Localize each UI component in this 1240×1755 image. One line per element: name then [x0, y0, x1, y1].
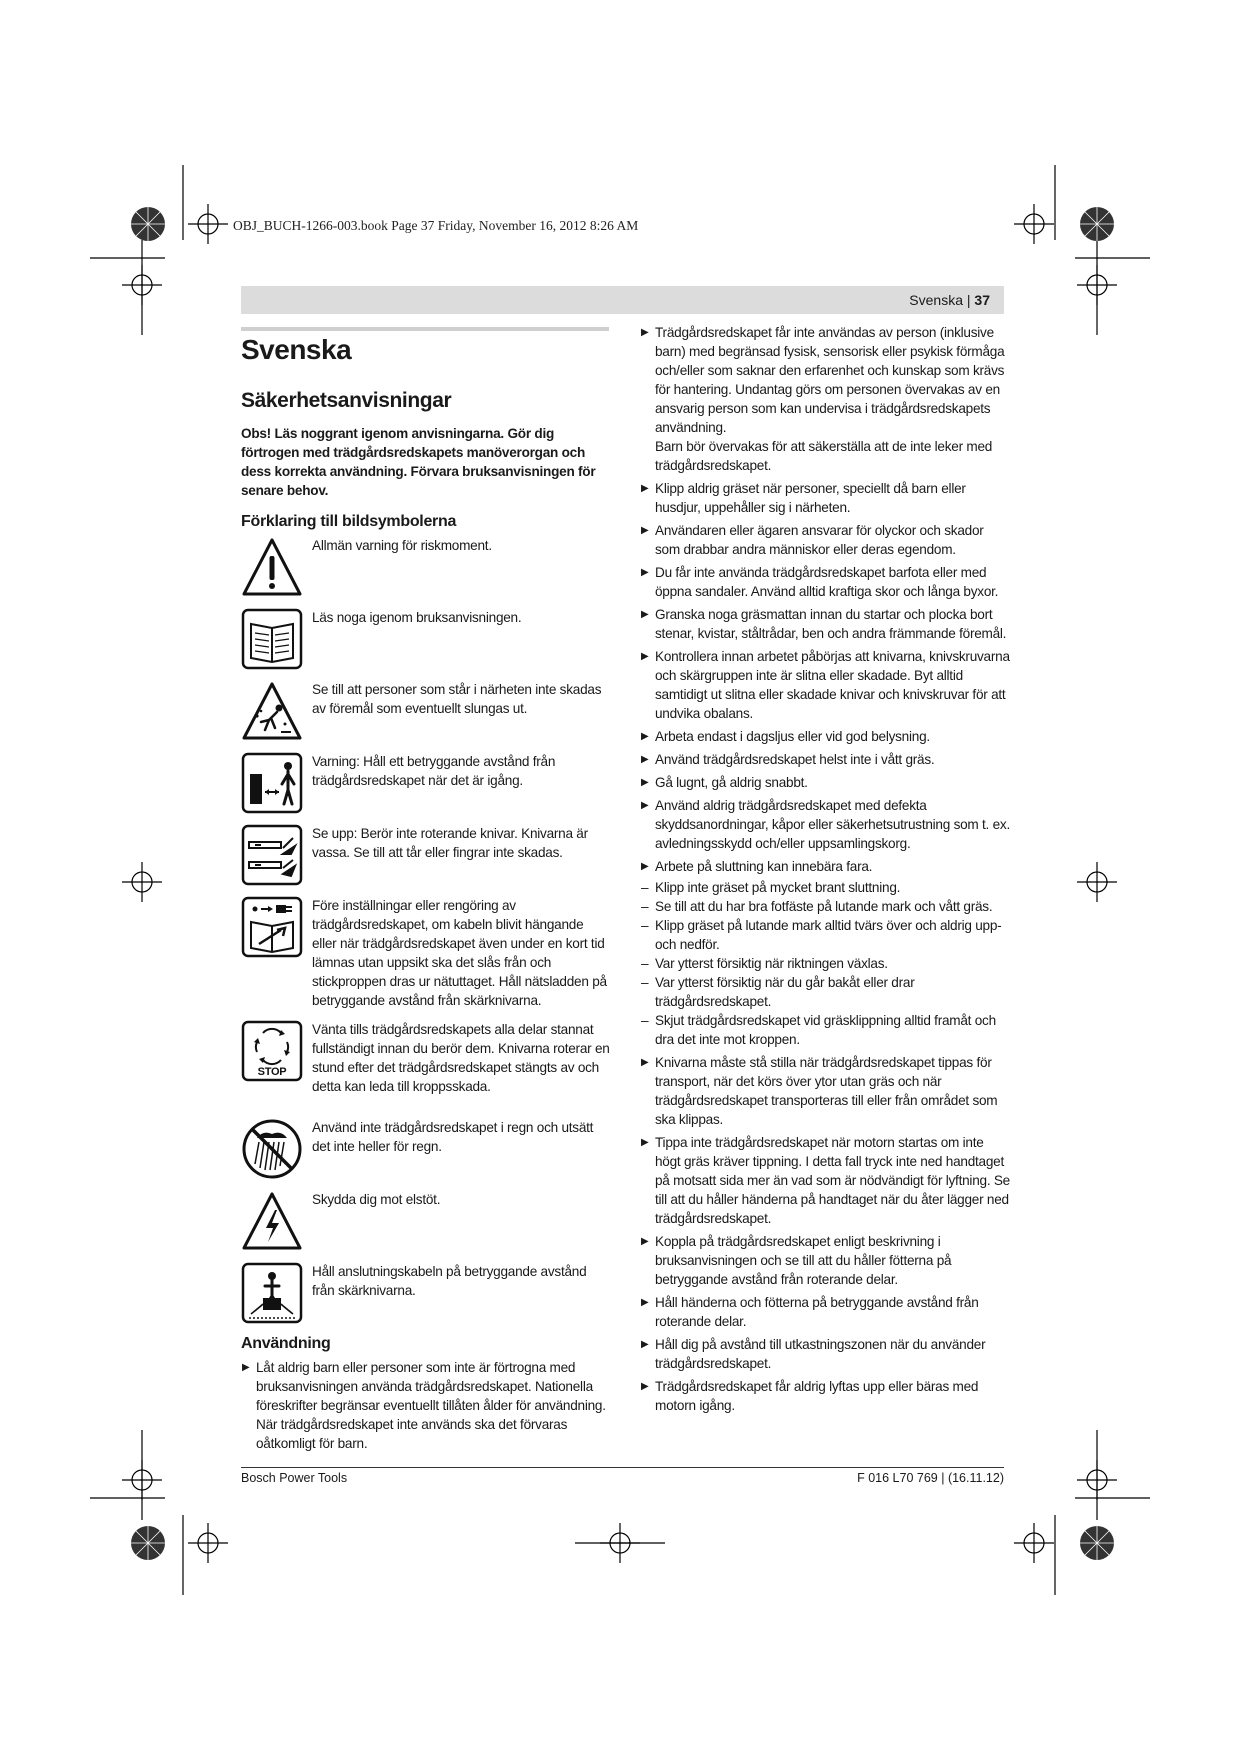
bullet-arrow-icon: ▶ — [641, 1339, 649, 1350]
stop-rotation-icon — [241, 1020, 303, 1082]
symbol-text: Allmän varning för riskmoment. — [312, 538, 492, 553]
list-item: ▶ Tippa inte trädgårdsredskapet när motorn startas om inte högt gräs kräver tippning. I detta fall tryck inte ned handtaget på motsatt sida mer än vad som är nödvändigt för lyftning. Se till att du håller händerna på handtaget när du åter lägger ned trädgårdsredskapet. — [641, 1135, 1010, 1226]
list-item: ▶ Koppla på trädgårdsredskapet enligt beskrivning i bruksanvisningen och se till att du håller fötterna på betryggande avstånd från roterande delar. — [641, 1234, 952, 1287]
symbol-row — [241, 1020, 611, 1108]
symbol-row — [241, 896, 611, 1010]
right-column — [640, 323, 1010, 1419]
symbol-text: Före inställningar eller rengöring av trädgårdsredskapet, om kabeln blivit hängande eller när trädgårdsredskapet även under en kort tid lämnas utan uppsikt ska det slås från och stickproppen dras ur nätuttaget. Håll nätsladden på betryggande avstånd från skärknivarna. — [312, 898, 607, 1008]
cable-distance-icon — [241, 1262, 303, 1324]
dash-item: – Var ytterst försiktig när du går bakåt eller drar trädgårdsredskapet. — [641, 975, 915, 1009]
symbol-text: Använd inte trädgårdsredskapet i regn och utsätt det inte heller för regn. — [312, 1120, 594, 1154]
list-item: ▶ Kontrollera innan arbetet påbörjas att knivarna, knivskruvarna och skärgruppen inte är slitna eller skadade. Byt alltid samtidigt ut slitna eller skadade knivar och knivskruvar för att undvika obalans. — [641, 649, 1010, 721]
symbol-text: Varning: Håll ett betryggande avstånd från trädgårdsredskapet när det är igång. — [312, 754, 556, 788]
bullet-arrow-icon: ▶ — [641, 777, 649, 788]
section-title: Säkerhetsanvisningar — [241, 389, 452, 412]
section-label: Svenska — [909, 292, 963, 308]
symbol-text: Vänta tills trädgårdsredskapets alla delar stannat fullständigt innan du berör dem. Knivarna roterar en stund efter det trädgårdsredskapet stängts av och detta kan leda till kroppsskada. — [312, 1022, 610, 1094]
bullet-arrow-icon: ▶ — [641, 327, 649, 338]
page-header-bar — [241, 286, 1004, 314]
symbol-text: Skydda dig mot elstöt. — [312, 1192, 441, 1207]
bullet-arrow-icon: ▶ — [641, 1297, 649, 1308]
list-item: ▶ Håll dig på avstånd till utkastningszonen när du använder trädgårdsredskapet. — [641, 1337, 986, 1371]
usage-list — [241, 1358, 611, 1453]
list-item: ▶ Användaren eller ägaren ansvarar för olyckor och skador som drabbar andra människor eller deras egendom. — [641, 523, 984, 557]
list-item: ▶ Trädgårdsredskapet får aldrig lyftas upp eller bäras med motorn igång. — [641, 1379, 979, 1413]
unplug-icon — [241, 896, 303, 958]
footer-brand: Bosch Power Tools — [241, 1471, 348, 1485]
bullet-arrow-icon: ▶ — [641, 1381, 649, 1392]
symbol-text: Läs noga igenom bruksanvisningen. — [312, 610, 522, 625]
usage-heading: Användning — [241, 1335, 331, 1352]
thrown-objects-icon — [241, 680, 303, 742]
symbol-row — [241, 1118, 611, 1180]
list-item: ▶ Granska noga gräsmattan innan du startar och plocka bort stenar, kvistar, ståltrådar, ben och andra främmande föremål. — [641, 607, 1007, 641]
bullet-arrow-icon: ▶ — [641, 525, 649, 536]
list-item: ▶ Du får inte använda trädgårdsredskapet barfota eller med öppna sandaler. Använd alltid kraftiga skor och långa byxor. — [641, 565, 999, 599]
bullet-arrow-icon: ▶ — [641, 1137, 649, 1148]
symbol-row — [241, 824, 611, 886]
symbol-text: Håll anslutningskabeln på betryggande avstånd från skärknivarna. — [312, 1264, 587, 1298]
list-item: ▶ Använd aldrig trädgårdsredskapet med defekta skyddsanordningar, kåpor eller säkerhetsutrustning som t. ex. avledningsskydd och/eller uppsamlingskorg. — [641, 798, 1010, 851]
list-item: ▶ Gå lugnt, gå aldrig snabbt. — [641, 775, 808, 790]
footer-docnumber: F 016 L70 769 | (16.11.12) — [857, 1471, 1004, 1485]
symbols-heading: Förklaring till bildsymbolerna — [241, 513, 457, 530]
no-rain-icon — [241, 1118, 303, 1180]
bullet-arrow-icon: ▶ — [641, 483, 649, 494]
list-item: ▶ Klipp aldrig gräset när personer, speciellt då barn eller husdjur, uppehåller sig i närheten. — [641, 481, 966, 515]
symbol-row — [241, 536, 611, 598]
rotating-blades-icon — [241, 824, 303, 886]
stop-label: STOP — [257, 1066, 287, 1078]
list-item: ▶ Arbete på sluttning kan innebära fara. — [641, 859, 873, 874]
bullet-arrow-icon: ▶ — [641, 1057, 649, 1068]
footer-rule — [241, 1467, 1004, 1468]
list-item: ▶ Trädgårdsredskapet får inte användas av person (inklusive barn) med begränsad fysisk, sensorisk eller psykisk förmåga och/eller som saknar den erfarenhet och kunskap som krävs för hantering. Undantag görs om personen övervakas av en ansvarig person som kan undervisa i trädgårdsredskapets användning. Barn bör övervakas för att säkerställa att de inte leker med trädgårdsredskapet. — [641, 325, 1005, 473]
page-title: Svenska — [241, 334, 352, 365]
bullet-arrow-icon: ▶ — [641, 731, 649, 742]
dash-item: – Var ytterst försiktig när riktningen växlas. — [641, 956, 888, 971]
warning-triangle-icon — [241, 536, 303, 598]
manual-book-icon — [241, 608, 303, 670]
bullet-arrow-icon: ▶ — [242, 1362, 250, 1373]
title-rule — [241, 327, 609, 331]
list-item: ▶ Arbeta endast i dagsljus eller vid god belysning. — [641, 729, 930, 744]
symbol-row — [241, 680, 611, 742]
safety-list-b — [640, 1053, 1010, 1415]
header-separator: | — [963, 292, 975, 308]
electric-shock-icon — [241, 1190, 303, 1252]
page-number: 37 — [974, 292, 990, 308]
dash-item: – Klipp inte gräset på mycket brant sluttning. — [641, 880, 901, 895]
bullet-arrow-icon: ▶ — [641, 754, 649, 765]
symbol-row — [241, 608, 611, 670]
left-column — [241, 334, 611, 1457]
print-header: OBJ_BUCH-1266-003.book Page 37 Friday, November 16, 2012 8:26 AM — [233, 218, 639, 233]
bullet-arrow-icon: ▶ — [641, 1236, 649, 1247]
bullet-arrow-icon: ▶ — [641, 861, 649, 872]
bullet-arrow-icon: ▶ — [641, 609, 649, 620]
bullet-arrow-icon: ▶ — [641, 800, 649, 811]
page-header-label — [909, 292, 990, 308]
symbol-row — [241, 1262, 611, 1324]
list-item: ▶ Håll händerna och fötterna på betryggande avstånd från roterande delar. — [641, 1295, 979, 1329]
list-item: ▶ Använd trädgårdsredskapet helst inte i vått gräs. — [641, 752, 935, 767]
safety-list-a — [640, 323, 1010, 876]
list-item: ▶ Knivarna måste stå stilla när trädgårdsredskapet tippas för transport, när det körs över ytor utan gräs och när trädgårdsredskapet transporteras till eller från området som ska klippas. — [641, 1055, 998, 1127]
dash-item: – Klipp gräset på lutande mark alltid tvärs över och aldrig upp- och nedför. — [641, 918, 1002, 952]
dash-item: – Se till att du har bra fotfäste på lutande mark och vått gräs. — [641, 899, 993, 914]
children-note: Barn bör övervakas för att säkerställa att de inte leker med trädgårdsredskapet. — [655, 439, 993, 473]
symbol-text: Se upp: Berör inte roterande knivar. Knivarna är vassa. Se till att tår eller fingrar inte skadas. — [312, 826, 588, 860]
dash-item: – Skjut trädgårdsredskapet vid gräsklippning alltid framåt och dra det inte mot kroppen. — [641, 1013, 996, 1047]
symbol-row — [241, 1190, 611, 1252]
list-item: ▶ Låt aldrig barn eller personer som inte är förtrogna med bruksanvisningen använda trädgårdsredskapet. Nationella föreskrifter begränsar eventuellt tillåten ålder för användning. När trädgårdsredskapet inte används ska det förvaras oåtkomligt för barn. — [242, 1360, 606, 1451]
intro-paragraph: Obs! Läs noggrant igenom anvisningarna. Gör dig förtrogen med trädgårdsredskapets manöverorgan och dess korrekta användning. Förvara bruksanvisningen för senare behov. — [241, 426, 596, 498]
symbol-row — [241, 752, 611, 814]
slope-list — [640, 878, 1010, 1049]
symbol-text: Se till att personer som står i närheten inte skadas av föremål som eventuellt slungas ut. — [312, 682, 602, 716]
keep-distance-icon — [241, 752, 303, 814]
bullet-arrow-icon: ▶ — [641, 651, 649, 662]
bullet-arrow-icon: ▶ — [641, 567, 649, 578]
